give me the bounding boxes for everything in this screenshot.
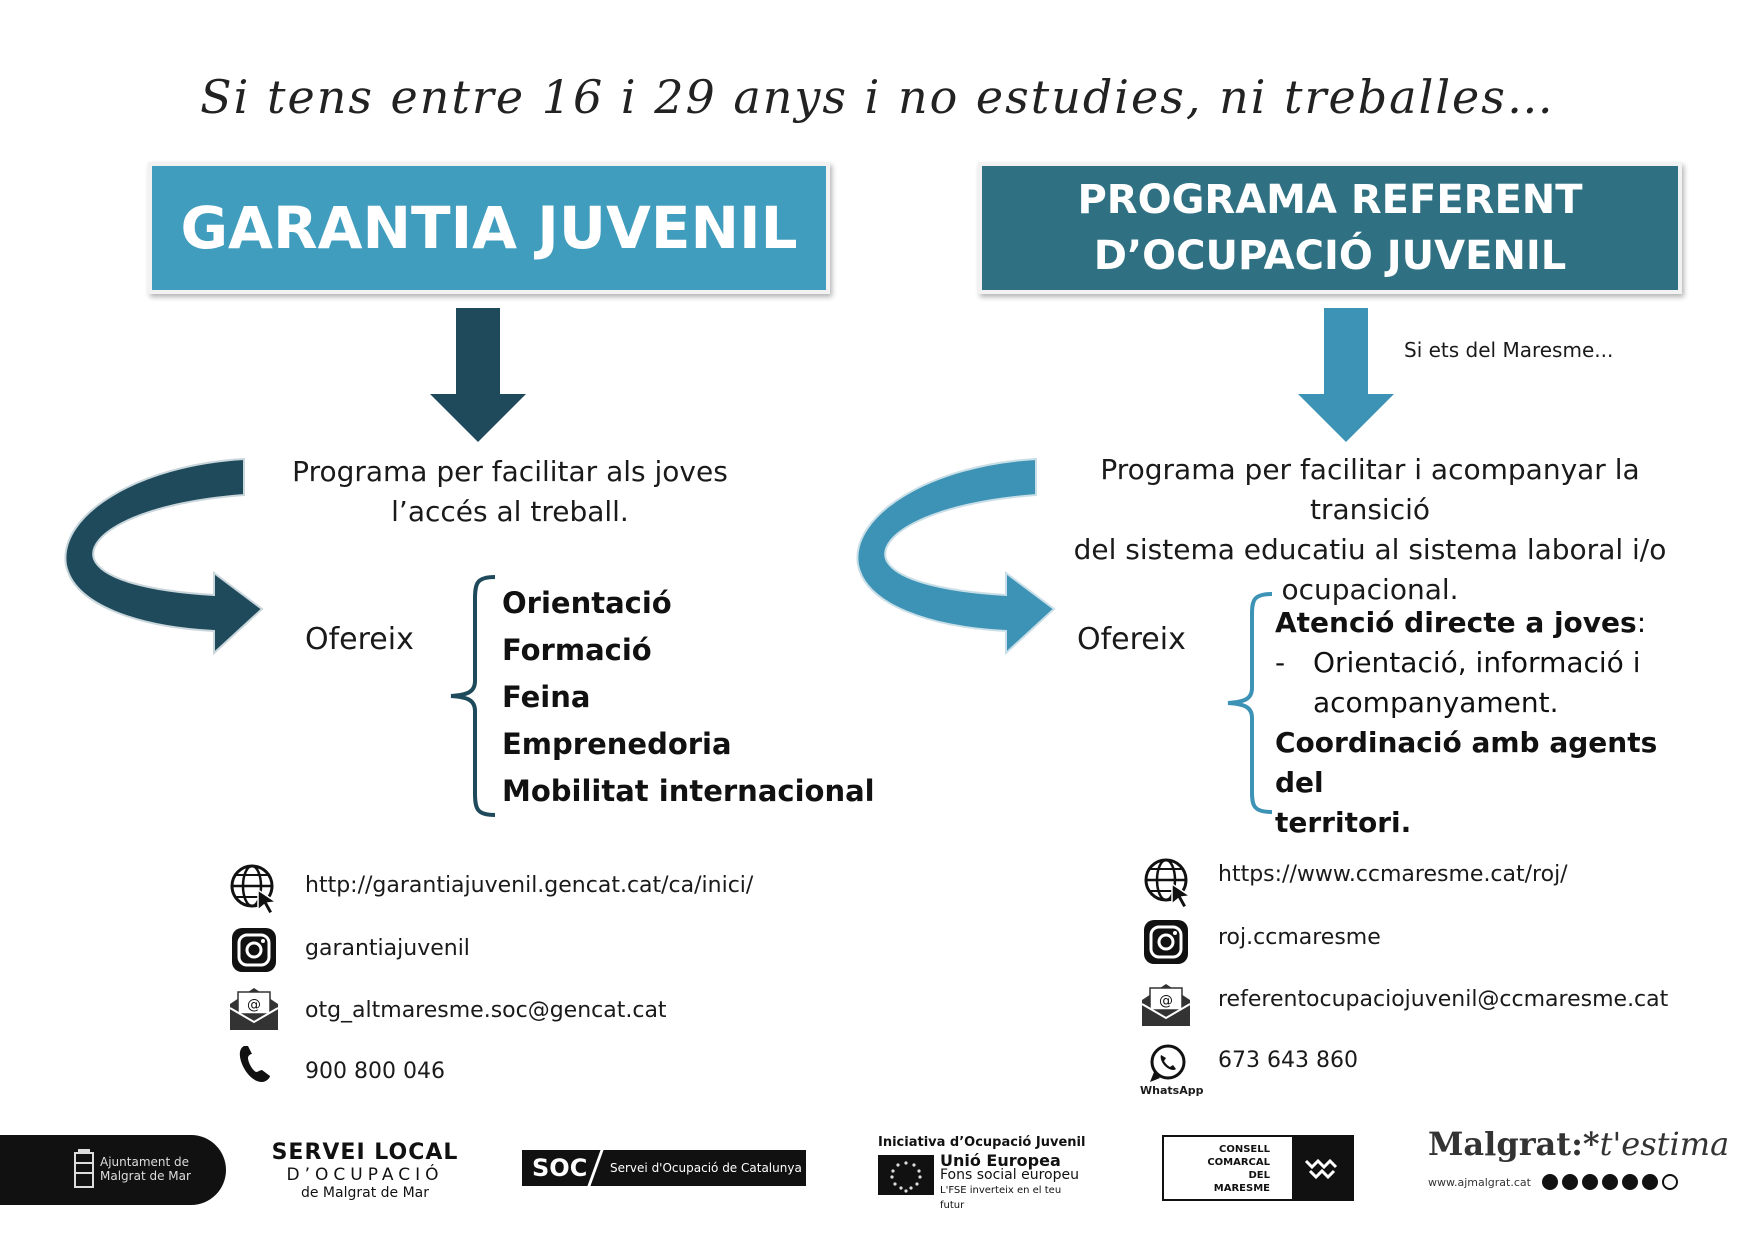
coat-of-arms-icon [72,1149,96,1191]
roj-item1: Atenció directe a joves [1275,606,1637,639]
garantia-phone[interactable]: 900 800 046 [305,1059,445,1084]
instagram-icon [1142,918,1190,966]
roj-item2-line1: Coordinació amb agents del [1275,726,1658,799]
servei-line1: SERVEI LOCAL [271,1140,459,1165]
ajuntament-line2: Malgrat de Mar [100,1169,191,1183]
garantia-description [270,452,750,532]
roj-title-box [978,162,1682,294]
email-envelope-icon [228,986,280,1032]
svg-text:@: @ [1159,993,1173,1009]
instagram-icon [1582,1174,1598,1190]
roj-sub-line2: acompanyament. [1313,686,1559,719]
garantia-juvenil-title-box [148,162,830,294]
roj-sub-line1: Orientació, informació i [1313,646,1641,679]
consell-line1: CONSELL [1219,1144,1270,1155]
garantia-web-link[interactable]: http://garantiajuvenil.gencat.cat/ca/inici/ [305,873,754,898]
curved-arrow-light-icon [850,455,1060,675]
garantia-description-line2: l’accés al treball. [391,495,629,528]
rss-icon [1663,1175,1677,1189]
malgrat-tagline: t'estima [1599,1125,1730,1163]
malgrat-brand: Malgrat [1428,1125,1572,1163]
roj-offers-label: Ofereix [1077,622,1186,657]
offer-item: Orientació [502,586,672,620]
consell-line3: DEL [1248,1170,1270,1181]
roj-sub-dash: - [1275,646,1286,679]
roj-email[interactable]: referentocupaciojuvenil@ccmaresme.cat [1218,987,1669,1012]
soc-abbr: SOC [532,1154,588,1182]
consell-comarcal-logo [1162,1135,1354,1201]
brace-dark-icon [445,573,505,819]
garantia-email[interactable]: otg_altmaresme.soc@gencat.cat [305,998,667,1023]
flickr-icon [1642,1174,1658,1190]
eu-line3: Fons social europeu [940,1167,1079,1183]
garantia-offers-label: Ofereix [305,622,414,657]
roj-description [1040,450,1700,610]
roj-instagram[interactable]: roj.ccmaresme [1218,925,1381,950]
roj-description-line3: ocupacional. [1281,573,1459,606]
offer-item: Mobilitat internacional [502,774,875,808]
roj-title-line2: D’OCUPACIÓ JUVENIL [1093,233,1567,279]
phone-icon [238,1044,272,1084]
garantia-instagram[interactable]: garantiajuvenil [305,936,470,961]
garantia-description-line1: Programa per facilitar als joves [292,455,728,488]
consell-line4: MARESME [1213,1183,1270,1194]
down-arrow-dark-icon [428,308,528,443]
eu-logo [878,1135,1088,1211]
eu-line4: L'FSE inverteix en el teu futur [940,1185,1062,1211]
email-envelope-icon [1140,982,1192,1028]
youtube-icon [1622,1174,1638,1190]
offer-item: Formació [502,633,652,667]
servei-local-logo [270,1140,460,1201]
soc-name: Servei d'Ocupació de Catalunya [610,1161,802,1175]
whatsapp-label: WhatsApp [1140,1084,1204,1097]
down-arrow-light-icon [1296,308,1396,443]
globe-cursor-icon [1142,856,1194,908]
offer-item: Feina [502,680,591,714]
malgrat-logo [1428,1125,1730,1191]
servei-line2: D’OCUPACIÓ [286,1165,444,1185]
roj-item1-colon: : [1636,606,1647,639]
roj-description-line1: Programa per facilitar i acompanyar la transició [1100,453,1640,526]
roj-web-link[interactable]: https://www.ccmaresme.cat/roj/ [1218,862,1568,887]
garantia-offers-list [502,580,875,815]
svg-text:@: @ [247,997,261,1013]
ajuntament-logo [0,1135,226,1205]
waves-icon [1292,1137,1352,1199]
roj-item2-line2: territori. [1275,806,1412,839]
garantia-juvenil-title: GARANTIA JUVENIL [180,194,798,262]
malgrat-sep: :* [1571,1125,1600,1163]
whatsapp-icon [1146,1042,1190,1084]
eu-line2: Unió Europea [940,1151,1061,1170]
social-icons-row [1541,1173,1696,1191]
malgrat-url[interactable]: www.ajmalgrat.cat [1428,1175,1531,1189]
roj-whatsapp[interactable]: 673 643 860 [1218,1048,1358,1073]
roj-description-line2: del sistema educatiu al sistema laboral i/o [1073,533,1667,566]
twitter-icon [1562,1174,1578,1190]
arrow-note: Si ets del Maresme... [1404,338,1614,362]
roj-offers-list [1275,603,1715,843]
brace-light-icon [1222,590,1282,816]
roj-title-line1: PROGRAMA REFERENT [1077,177,1583,223]
vimeo-icon [1602,1174,1618,1190]
eu-line1: Iniciativa d’Ocupació Juvenil [878,1135,1086,1150]
servei-line3: de Malgrat de Mar [300,1185,430,1201]
ajuntament-line1: Ajuntament de [100,1155,190,1169]
eu-flag-icon [878,1155,934,1195]
consell-line2: COMARCAL [1207,1157,1270,1168]
offer-item: Emprenedoria [502,727,732,761]
curved-arrow-dark-icon [58,455,268,675]
headline: Si tens entre 16 i 29 anys i no estudies, ni treballes… [200,70,1555,124]
globe-cursor-icon [228,862,280,914]
instagram-icon [230,926,278,974]
soc-logo [522,1150,806,1186]
facebook-icon [1542,1174,1558,1190]
